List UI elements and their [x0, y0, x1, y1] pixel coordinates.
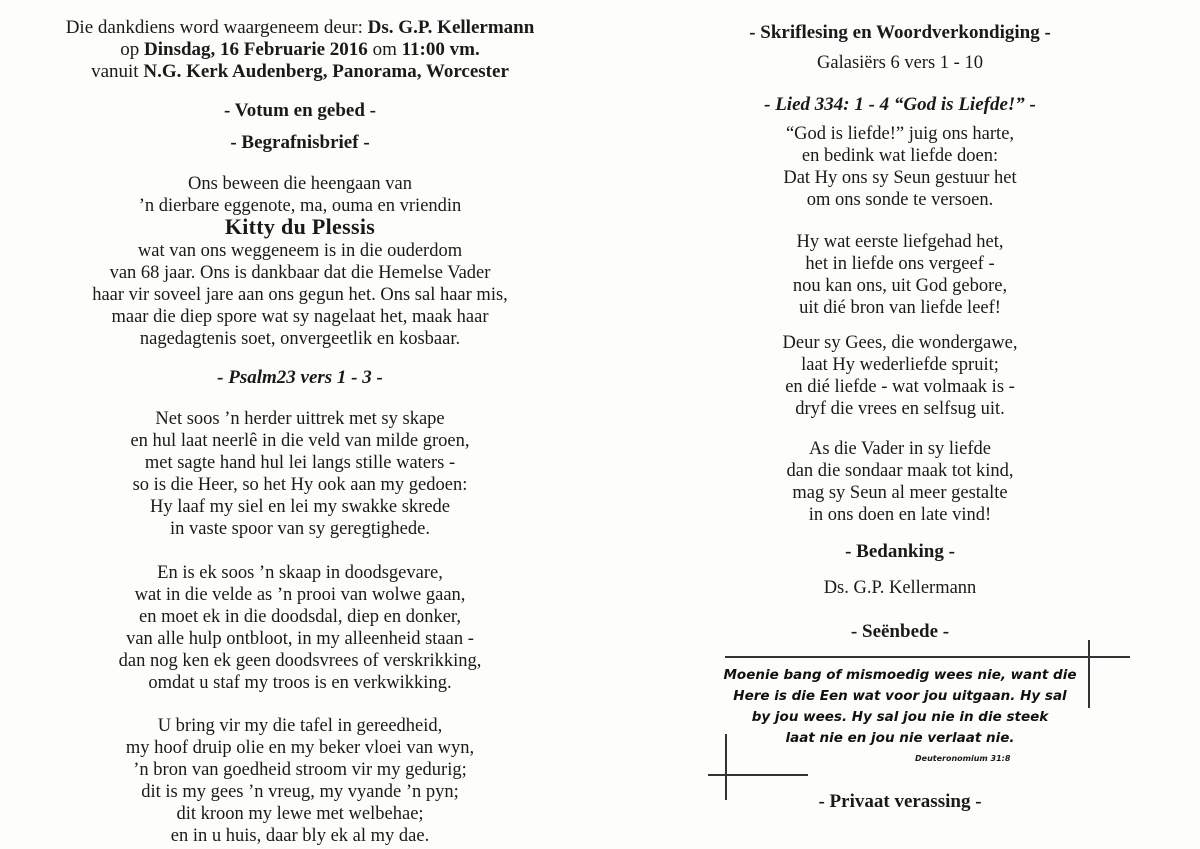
- psalm-line: van alle hulp ontbloot, in my alleenheid staan -: [126, 629, 474, 649]
- letter-line: maar die diep spore wat sy nagelaat het, maak haar: [111, 307, 489, 327]
- lied-line: Hy wat eerste liefgehad het,: [796, 232, 1004, 252]
- psalm-line: dit is my gees ’n vreug, my vyande ’n pyn;: [141, 782, 459, 802]
- frame-line-top: [725, 656, 1130, 658]
- lied-line: in ons doen en late vind!: [808, 505, 992, 525]
- scripture-reference: Galasiërs 6 vers 1 - 10: [817, 53, 983, 73]
- psalm-line: wat in die velde as ’n prooi van wolwe gaan,: [134, 585, 466, 605]
- psalm-line: En is ek soos ’n skaap in doodsgevare,: [157, 563, 443, 583]
- begrafnis-heading: - Begrafnisbrief -: [230, 132, 370, 153]
- blessing-line: laat nie en jou nie verlaat nie.: [785, 730, 1015, 746]
- psalm-line: Net soos ’n herder uittrek met sy skape: [155, 409, 445, 429]
- bedanking-heading: - Bedanking -: [845, 541, 955, 562]
- psalm-line: so is die Heer, so het Hy ook aan my gedoen:: [132, 475, 468, 495]
- lied-line: uit dié bron van liefde leef!: [799, 298, 1001, 318]
- lied-line: nou kan ons, uit God gebore,: [792, 276, 1008, 296]
- lied-line: dan die sondaar maak tot kind,: [786, 461, 1014, 481]
- letter-line: wat van ons weggeneem is in die ouderdom: [137, 241, 463, 261]
- letter-line: van 68 jaar. Ons is dankbaar dat die Hemelse Vader: [109, 263, 491, 283]
- lied-line: om ons sonde te versoen.: [806, 190, 994, 210]
- intro-line-1: Die dankdiens word waargeneem deur: Ds. G.P. Kellermann: [65, 17, 535, 38]
- psalm-line: dan nog ken ek geen doodsvrees of verskrikking,: [118, 651, 482, 671]
- letter-line: ’n dierbare eggenote, ma, ouma en vriendin: [138, 196, 462, 216]
- blessing-line: Here is die Een wat voor jou uitgaan. Hy sal: [733, 688, 1067, 704]
- lied-line: Dat Hy ons sy Seun gestuur het: [783, 168, 1017, 188]
- deceased-name: Kitty du Plessis: [224, 214, 376, 239]
- lied-line: het in liefde ons vergeef -: [805, 254, 995, 274]
- lied-line: dryf die vrees en selfsug uit.: [795, 399, 1005, 419]
- psalm-heading: - Psalm23 vers 1 - 3 -: [217, 367, 383, 388]
- privaat-heading: - Privaat verassing -: [818, 791, 982, 812]
- service-venue: N.G. Kerk Audenberg, Panorama, Worcester: [143, 61, 509, 82]
- psalm-line: dit kroon my lewe met welbehae;: [176, 804, 424, 824]
- lied-line: As die Vader in sy liefde: [808, 439, 992, 459]
- service-time: 11:00 vm.: [401, 39, 480, 60]
- intro-line-2: op Dinsdag, 16 Februarie 2016 om 11:00 vm.: [120, 39, 480, 60]
- psalm-line: en moet ek in die doodsdal, diep en donker,: [139, 607, 461, 627]
- votum-heading: - Votum en gebed -: [223, 100, 376, 121]
- blessing-line: by jou wees. Hy sal jou nie in die steek: [751, 709, 1049, 725]
- minister-name: Ds. G.P. Kellermann: [367, 17, 535, 38]
- frame-line-left: [725, 734, 727, 800]
- letter-line: nagedagtenis soet, onvergeetlik en kosbaar.: [139, 329, 461, 349]
- psalm-line: en in u huis, daar bly ek al my dae.: [170, 826, 430, 846]
- psalm-line: met sagte hand hul lei langs stille waters -: [144, 453, 456, 473]
- psalm-line: my hoof druip olie en my beker vloei van wyn,: [125, 738, 475, 758]
- psalm-line: omdat u staf my troos is en verkwikking.: [148, 673, 452, 693]
- lied-heading: - Lied 334: 1 - 4 “God is Liefde!” -: [764, 94, 1036, 115]
- lied-line: “God is liefde!” juig ons harte,: [785, 124, 1015, 144]
- lied-line: Deur sy Gees, die wondergawe,: [782, 333, 1018, 353]
- seenbede-heading: - Seënbede -: [850, 621, 950, 642]
- psalm-line: ’n bron van goedheid stroom vir my gedurig;: [133, 760, 467, 780]
- service-date: Dinsdag, 16 Februarie 2016: [144, 39, 368, 60]
- psalm-line: in vaste spoor van sy geregtighede.: [170, 519, 430, 539]
- bedanking-name: Ds. G.P. Kellermann: [823, 578, 977, 598]
- psalm-line: en hul laat neerlê in die veld van milde groen,: [130, 431, 470, 451]
- lied-line: mag sy Seun al meer gestalte: [792, 483, 1008, 503]
- psalm-line: U bring vir my die tafel in gereedheid,: [157, 716, 443, 736]
- letter-line: haar vir soveel jare aan ons gegun het. Ons sal haar mis,: [92, 285, 508, 305]
- blessing-reference: Deuteronomium 31:8: [915, 754, 1011, 763]
- lied-line: en dié liefde - wat volmaak is -: [785, 377, 1015, 397]
- intro-line-3: vanuit N.G. Kerk Audenberg, Panorama, Worcester: [91, 61, 509, 82]
- lied-line: en bedink wat liefde doen:: [801, 146, 999, 166]
- skriflesing-heading: - Skriflesing en Woordverkondiging -: [749, 22, 1051, 43]
- frame-line-right: [1088, 640, 1090, 708]
- blessing-line: Moenie bang of mismoedig wees nie, want die: [723, 667, 1077, 683]
- frame-line-bottom: [708, 774, 808, 776]
- lied-line: laat Hy wederliefde spruit;: [801, 355, 999, 375]
- psalm-line: Hy laaf my siel en lei my swakke skrede: [149, 497, 451, 517]
- letter-line: Ons beween die heengaan van: [188, 174, 412, 194]
